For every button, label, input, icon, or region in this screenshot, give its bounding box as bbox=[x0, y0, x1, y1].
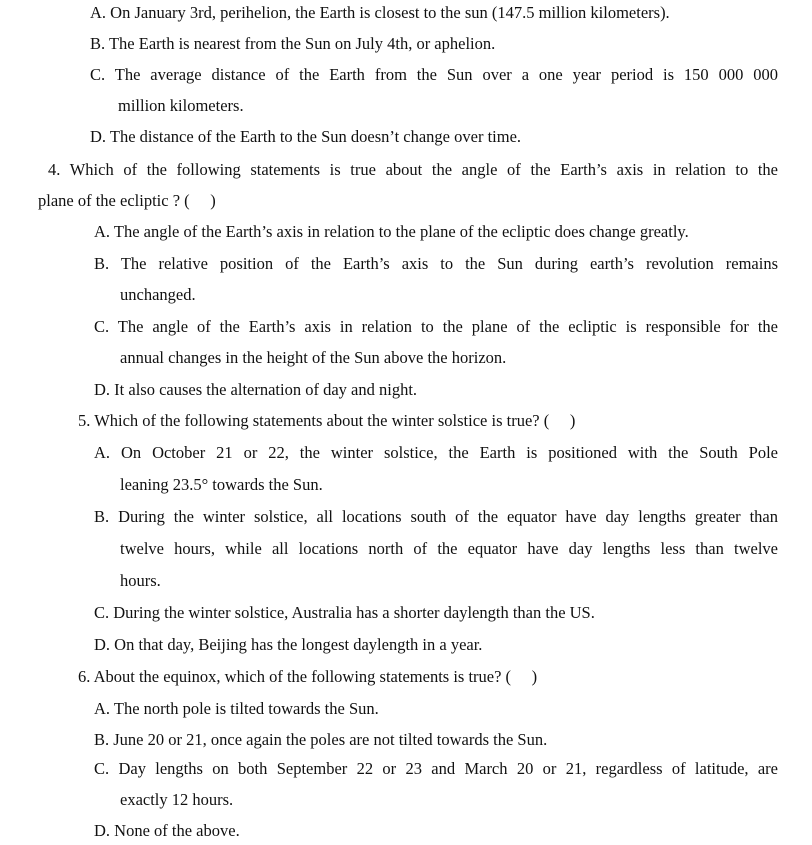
q3-option-d: D. The distance of the Earth to the Sun doesn’t change over time. bbox=[90, 127, 522, 146]
q6-stem: 6. About the equinox, which of the following statements is true? ( ) bbox=[78, 667, 538, 686]
q4-option-b-line1: B. The relative position of the Earth’s axis to the Sun during earth’s revolution remains bbox=[94, 254, 778, 273]
q6-option-a: A. The north pole is tilted towards the Sun. bbox=[94, 699, 379, 718]
q6-option-b: B. June 20 or 21, once again the poles are not tilted towards the Sun. bbox=[94, 730, 548, 749]
q5-option-d: D. On that day, Beijing has the longest daylength in a year. bbox=[94, 635, 483, 654]
q5-option-c: C. During the winter solstice, Australia has a shorter daylength than the US. bbox=[94, 603, 595, 622]
q5-option-b-line3: hours. bbox=[120, 571, 161, 590]
q3-option-a: A. On January 3rd, perihelion, the Earth is closest to the sun (147.5 million kilometers). bbox=[90, 3, 670, 22]
q6-option-c-line2: exactly 12 hours. bbox=[120, 790, 234, 809]
q5-option-a-line2: leaning 23.5° towards the Sun. bbox=[120, 475, 323, 494]
q6-option-d: D. None of the above. bbox=[94, 821, 240, 840]
q4-stem-line1: 4. Which of the following statements is true about the angle of the Earth’s axis in relation to the bbox=[48, 160, 778, 179]
q4-option-a: A. The angle of the Earth’s axis in relation to the plane of the ecliptic does change greatly. bbox=[94, 222, 689, 241]
q5-option-a-line1: A. On October 21 or 22, the winter solstice, the Earth is positioned with the South Pole bbox=[94, 443, 778, 462]
q4-option-d: D. It also causes the alternation of day and night. bbox=[94, 380, 418, 399]
q4-option-b-line2: unchanged. bbox=[120, 285, 196, 304]
q4-option-c-line1: C. The angle of the Earth’s axis in relation to the plane of the ecliptic is responsible for the bbox=[94, 317, 778, 336]
q4-option-c-line2: annual changes in the height of the Sun above the horizon. bbox=[120, 348, 507, 367]
q5-stem: 5. Which of the following statements about the winter solstice is true? ( ) bbox=[78, 411, 576, 430]
q4-stem-line2: plane of the ecliptic ? ( ) bbox=[38, 191, 216, 210]
q3-option-b: B. The Earth is nearest from the Sun on July 4th, or aphelion. bbox=[90, 34, 496, 53]
q5-option-b-line2: twelve hours, while all locations north of the equator have day lengths less than twelve bbox=[120, 539, 778, 558]
q3-option-c-line1: C. The average distance of the Earth from the Sun over a one year period is 150 000 000 bbox=[90, 65, 778, 84]
q5-option-b-line1: B. During the winter solstice, all locations south of the equator have day lengths greater than bbox=[94, 507, 778, 526]
q3-option-c-line2: million kilometers. bbox=[118, 96, 244, 115]
q6-option-c-line1: C. Day lengths on both September 22 or 23 and March 20 or 21, regardless of latitude, are bbox=[94, 759, 778, 778]
